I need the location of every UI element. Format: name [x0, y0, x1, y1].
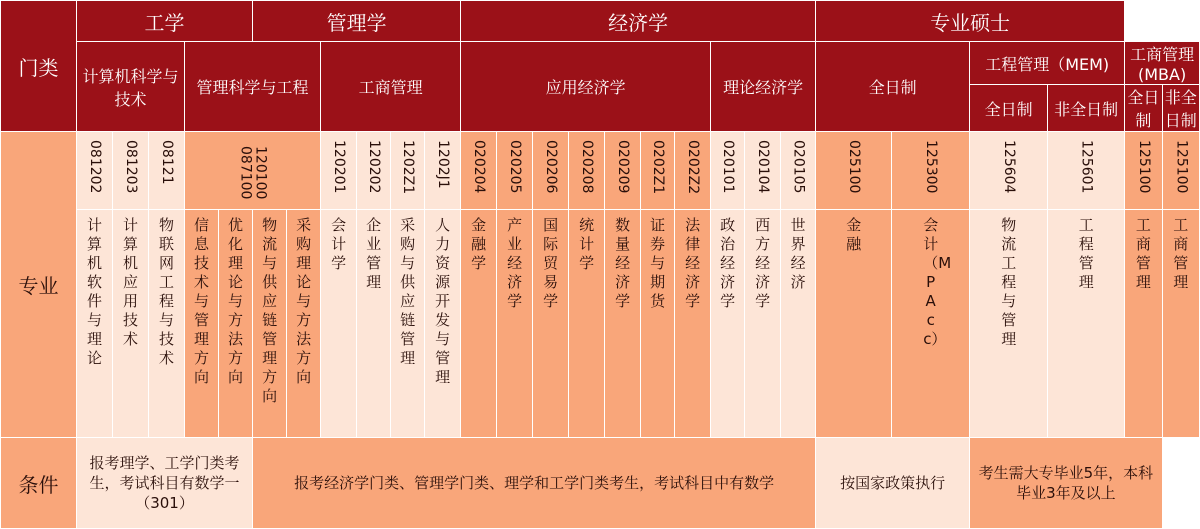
code-cell: 1202J1	[425, 132, 461, 210]
major-cell: 国际贸易学	[533, 210, 569, 438]
condition-national-policy: 按国家政策执行	[816, 438, 970, 529]
mode-mba-part-time: 非全日制	[1162, 85, 1199, 132]
major-cell: 工商管理	[1162, 210, 1199, 438]
code-cell: 08121	[149, 132, 185, 210]
code-cell: 081202	[77, 132, 113, 210]
major-cell: 信息技术与管理方向	[185, 210, 219, 438]
major-cell: 计算机软件与理论	[77, 210, 113, 438]
major-cell: 统计学	[569, 210, 605, 438]
code-cell: 020205	[497, 132, 533, 210]
major-cell: 数量经济学	[605, 210, 641, 438]
condition-work-experience: 考生需大专毕业5年，本科毕业3年及以上	[970, 438, 1162, 529]
first-level-computer-science: 计算机科学与技术	[77, 42, 185, 132]
code-cell: 025100	[816, 132, 892, 210]
mode-mem-full-time: 全日制	[970, 85, 1048, 132]
mode-mem-part-time: 非全日制	[1048, 85, 1125, 132]
code-cell: 020204	[461, 132, 497, 210]
discipline-economics: 经济学	[461, 1, 816, 42]
major-cell: 金融	[816, 210, 892, 438]
code-cell: 125300	[892, 132, 970, 210]
code-cell: 125601	[1048, 132, 1125, 210]
major-cell: 金融学	[461, 210, 497, 438]
majors-label: 专业	[1, 132, 77, 438]
code-cell: 020101	[711, 132, 745, 210]
major-cell: 计算机应用技术	[113, 210, 149, 438]
code-cell: 125604	[970, 132, 1048, 210]
major-cell: 物流工程与管理	[970, 210, 1048, 438]
major-cell: 产业经济学	[497, 210, 533, 438]
mode-mba-full-time: 全日制	[1125, 85, 1162, 132]
code-cell: 0202Z2	[675, 132, 711, 210]
first-level-mem: 工程管理（MEM)	[970, 42, 1125, 85]
condition-engineering: 报考理学、工学门类考生，考试科目有数学一（301）	[77, 438, 253, 529]
code-cell: 020104	[745, 132, 781, 210]
first-level-business-admin: 工商管理	[321, 42, 461, 132]
major-cell: 世界经济	[781, 210, 816, 438]
code-cell: 020105	[781, 132, 816, 210]
first-level-theoretical-economics: 理论经济学	[711, 42, 816, 132]
code-cell: 120201	[321, 132, 357, 210]
first-level-mba: 工商管理(MBA)	[1125, 42, 1200, 85]
code-cell: 020206	[533, 132, 569, 210]
first-level-applied-economics: 应用经济学	[461, 42, 711, 132]
code-cell: 020208	[569, 132, 605, 210]
major-cell: 企业管理	[357, 210, 391, 438]
first-level-management-science: 管理科学与工程	[185, 42, 321, 132]
category-label: 门类	[1, 1, 77, 132]
major-cell: 物流与供应链管理方向	[253, 210, 287, 438]
major-cell: 采购理论与方法方向	[287, 210, 321, 438]
major-cell: 工程管理	[1048, 210, 1125, 438]
code-cell: 081203	[113, 132, 149, 210]
major-cell: 会计学	[321, 210, 357, 438]
code-cell: 1202Z1	[391, 132, 425, 210]
code-cell: 0202Z1	[641, 132, 675, 210]
code-cell: 120100 087100	[185, 132, 321, 210]
major-cell: 优化理论与方法方向	[219, 210, 253, 438]
major-cell: 人力资源开发与管理	[425, 210, 461, 438]
major-cell: 工商管理	[1125, 210, 1162, 438]
discipline-engineering: 工学	[77, 1, 253, 42]
major-cell: 政治经济学	[711, 210, 745, 438]
code-cell: 120202	[357, 132, 391, 210]
major-cell: 物联网工程与技术	[149, 210, 185, 438]
code-cell: 125100	[1125, 132, 1162, 210]
major-cell: 证券与期货	[641, 210, 675, 438]
conditions-label: 条件	[1, 438, 77, 529]
first-level-full-time: 全日制	[816, 42, 970, 132]
code-cell: 020209	[605, 132, 641, 210]
major-cell: 会计（MPAcc）	[892, 210, 970, 438]
discipline-professional-master: 专业硕士	[816, 1, 1125, 42]
major-cell: 西方经济学	[745, 210, 781, 438]
major-cell: 采购与供应链管理	[391, 210, 425, 438]
code-cell: 125100	[1162, 132, 1199, 210]
major-cell: 法律经济学	[675, 210, 711, 438]
condition-economics-management: 报考经济学门类、管理学门类、理学和工学门类考生，考试科目中有数学	[253, 438, 816, 529]
discipline-management: 管理学	[253, 1, 461, 42]
